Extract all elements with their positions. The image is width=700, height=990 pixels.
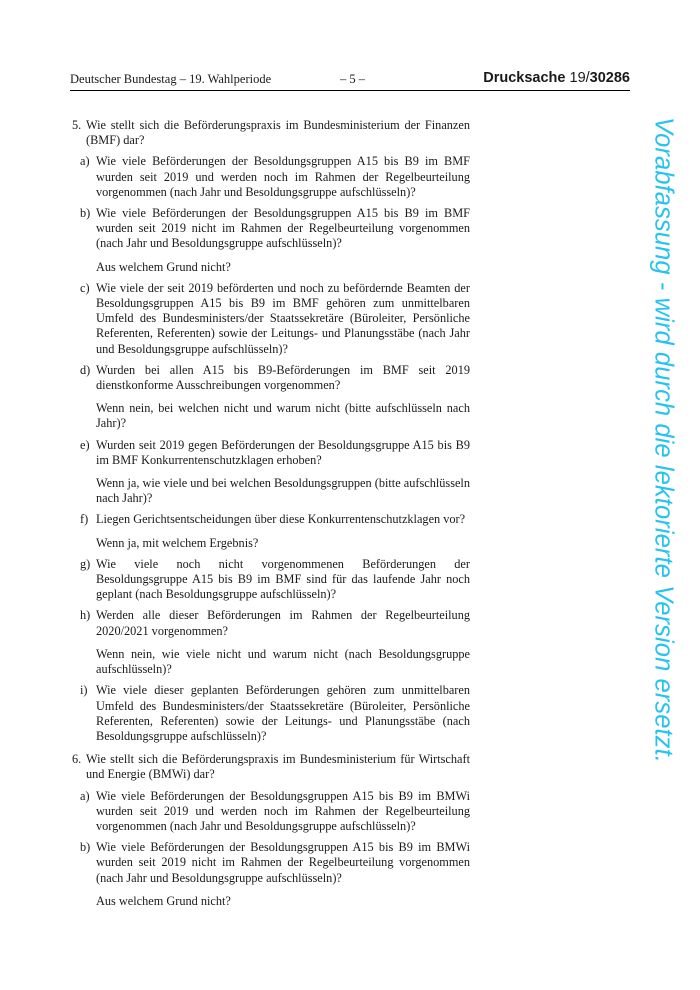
- subquestion-letter: g): [80, 556, 91, 571]
- subquestion-letter: i): [80, 683, 88, 698]
- subquestion-text: Wie viele der seit 2019 beförderten und noch zu befördernde Beamten der Besoldungsgruppen A15 bis B9 im BMF gehören zum unmittelbaren Umfeld des Bundesministers/der Staatssekretäre (Büroleiter, Persönliche Referenten, Referenten) sowie der Leitungs- und Planungsstäbe (nach Jahr und Besoldungsgruppe aufschlüsseln)?: [96, 280, 470, 356]
- subquestion-text: Liegen Gerichtsentscheidungen über diese Konkurrentenschutzklagen vor?: [96, 512, 466, 527]
- subquestion-item: [72, 512, 470, 527]
- subquestion-letter: b): [80, 840, 91, 855]
- subquestion-text: Wurden seit 2019 gegen Beförderungen der Besoldungsgruppe A15 bis B9 im BMF Konkurrentenschutzklagen erhoben?: [96, 437, 470, 467]
- subquestion-letter: f): [80, 512, 89, 527]
- subquestion-item: [72, 789, 470, 835]
- subquestion-item: [72, 438, 470, 468]
- subquestion-item: [72, 363, 470, 393]
- subquestion-text: Wurden bei allen A15 bis B9-Beförderungen im BMF seit 2019 dienstkonforme Ausschreibungen vorgenommen?: [96, 362, 470, 393]
- subquestion-item: [72, 683, 470, 744]
- subquestion-letter: e): [80, 437, 90, 452]
- subquestion-item: [72, 840, 470, 886]
- subquestion-letter: c): [80, 280, 90, 295]
- document-body: [72, 118, 470, 909]
- subquestion-letter: a): [80, 154, 90, 169]
- header-publication: Deutscher Bundestag – 19. Wahlperiode: [70, 72, 272, 86]
- watermark: [643, 117, 683, 877]
- subquestion-followup: Wenn ja, wie viele und bei welchen Besoldungsgruppen (bitte aufschlüsseln nach Jahr)?: [96, 476, 470, 506]
- page-header: [70, 72, 630, 92]
- watermark-text: Vorabfassung - wird durch die lektorierte Version ersetzt.: [649, 117, 678, 763]
- header-drucksache-label: Drucksache: [483, 70, 566, 86]
- subquestion-letter: h): [80, 608, 91, 623]
- question-text: Wie stellt sich die Beförderungspraxis im Bundesministerium für Wirtschaft und Energie (BMWi) dar?: [86, 752, 470, 782]
- subquestion-text: Wie viele Beförderungen der Besoldungsgruppen A15 bis B9 im BMWi wurden seit 2019 nicht im Rahmen der Regelbeurteilung vorgenommen (nach Jahr und Besoldungsgruppe aufschlüsseln)?: [96, 840, 470, 885]
- subquestion-letter: d): [80, 362, 91, 377]
- header-rule: [70, 90, 630, 91]
- question-number: 5.: [72, 118, 82, 132]
- subquestion-item: [72, 281, 470, 357]
- subquestion-followup: Aus welchem Grund nicht?: [96, 259, 231, 274]
- subquestion-item: [72, 206, 470, 252]
- subquestion-letter: b): [80, 206, 91, 221]
- subquestion-text: Werden alle dieser Beförderungen im Rahmen der Regelbeurteilung 2020/2021 vorgenommen?: [96, 608, 470, 638]
- subquestion-text: Wie viele Beförderungen der Besoldungsgruppen A15 bis B9 im BMWi wurden seit 2019 und werden noch im Rahmen der Regelbeurteilung vorgenommen (nach Jahr und Besoldungsgruppe aufschlüsseln)?: [96, 788, 470, 833]
- header-number: 30286: [589, 70, 630, 86]
- subquestion-followup: Wenn nein, wie viele nicht und warum nicht (nach Besoldungsgruppe aufschlüsseln)?: [96, 646, 470, 677]
- question-text: Wie stellt sich die Beförderungspraxis im Bundesministerium der Finanzen (BMF) dar?: [86, 118, 470, 148]
- header-page-number: – 5 –: [340, 72, 365, 86]
- subquestion-item: [72, 608, 470, 638]
- question-item: [72, 752, 470, 782]
- subquestion-text: Wie viele Beförderungen der Besoldungsgruppen A15 bis B9 im BMF wurden seit 2019 und werden noch im Rahmen der Regelbeurteilung vorgenommen (nach Jahr und Besoldungsgruppe aufschlüsseln)?: [96, 154, 470, 199]
- header-number-prefix: 19/: [565, 70, 590, 86]
- subquestion-followup: Aus welchem Grund nicht?: [96, 893, 231, 908]
- subquestion-item: [72, 557, 470, 603]
- subquestion-followup: Wenn nein, bei welchen nicht und warum nicht (bitte aufschlüsseln nach Jahr)?: [96, 401, 470, 431]
- subquestion-text: Wie viele Beförderungen der Besoldungsgruppen A15 bis B9 im BMF wurden seit 2019 nicht im Rahmen der Regelbeurteilung vorgenommen (nach Jahr und Besoldungsgruppe aufschlüsseln)?: [96, 206, 470, 251]
- subquestion-followup: Wenn ja, mit welchem Ergebnis?: [96, 535, 259, 550]
- subquestion-text: Wie viele dieser geplanten Beförderungen gehören zum unmittelbaren Umfeld des Bundesministers/der Staatssekretäre (Büroleiter, Persönliche Referenten, Referenten) sowie der Leitungs- und Planungsstäbe (nach Besoldungsgruppe aufschlüsseln)?: [96, 683, 470, 743]
- subquestion-letter: a): [80, 788, 90, 803]
- question-item: [72, 118, 470, 148]
- header-document-number: [483, 70, 630, 86]
- subquestion-item: [72, 154, 470, 200]
- subquestion-text: Wie viele noch nicht vorgenommenen Beförderungen der Besoldungsgruppe A15 bis B9 im BMF sind für das laufende Jahr noch geplant (nach Besoldungsgruppe aufschlüsseln)?: [96, 556, 470, 602]
- question-number: 6.: [72, 752, 82, 767]
